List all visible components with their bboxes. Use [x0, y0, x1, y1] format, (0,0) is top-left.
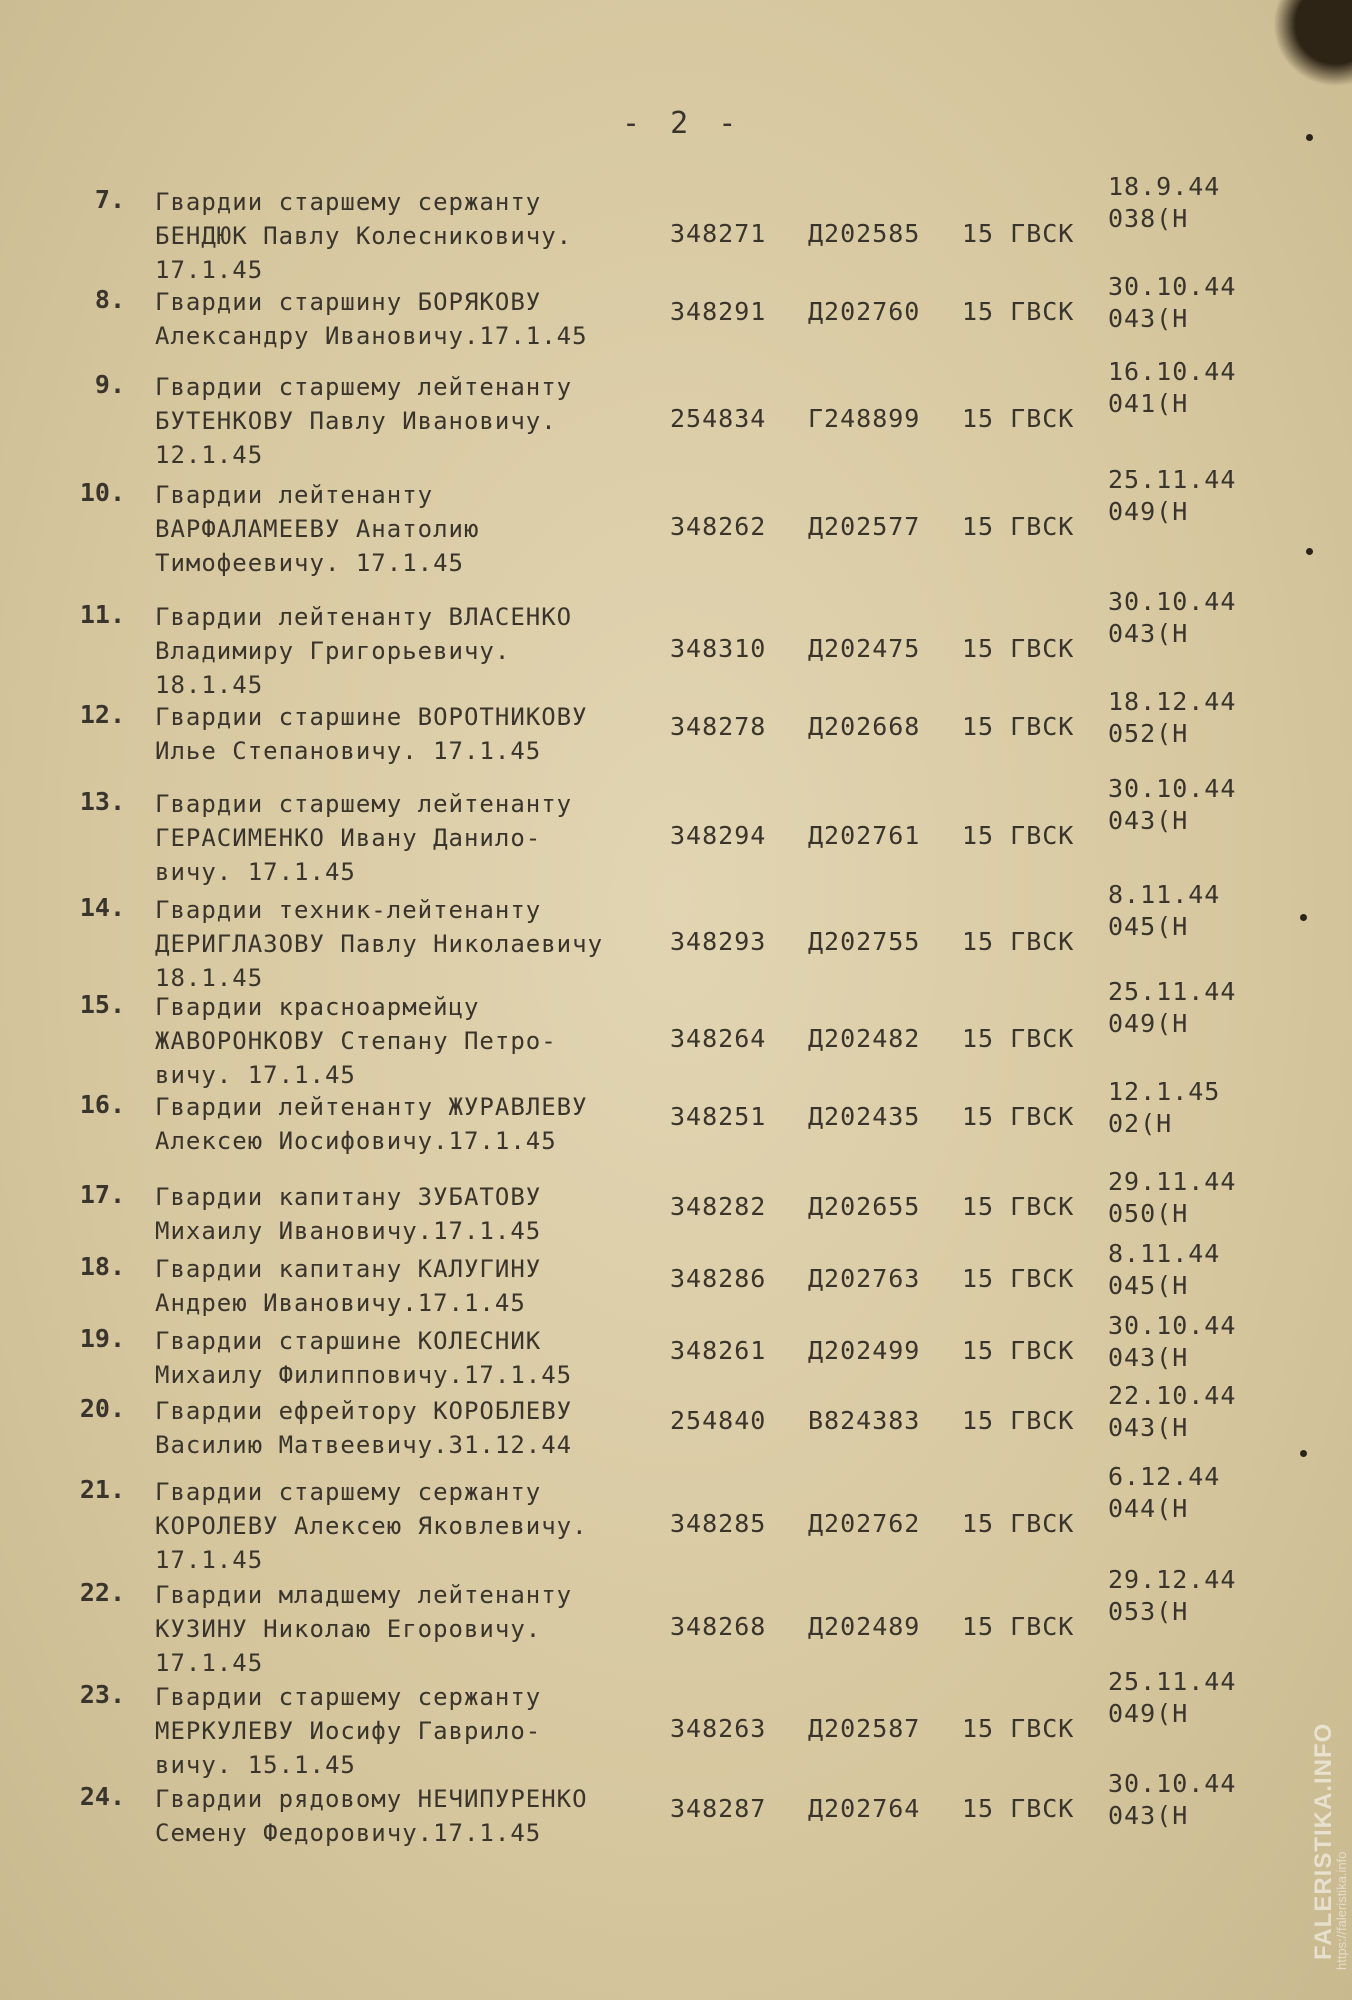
unit-name: 15 ГВСК [962, 634, 1075, 663]
hole-punch-mark [1300, 914, 1307, 921]
hole-punch-mark [1306, 134, 1313, 141]
entry-number: 23. [79, 1680, 125, 1709]
torn-corner [1242, 0, 1352, 120]
award-number: 348264 [670, 1024, 767, 1053]
page-number: - 2 - [622, 106, 743, 141]
award-number: 348261 [670, 1336, 767, 1365]
order-date: 8.11.44 045(Н [1108, 880, 1221, 941]
unit-name: 15 ГВСК [962, 1336, 1075, 1365]
award-number: 348282 [670, 1192, 767, 1221]
recipient-name: Гвардии ефрейтору КОРОБЛЕВУ Василию Матвеевичу.31.12.44 [155, 1397, 573, 1459]
award-number: 348268 [670, 1612, 767, 1641]
entry-number: 19. [79, 1324, 125, 1353]
recipient-name: Гвардии капитану КАЛУГИНУ Андрею Ивановичу.17.1.45 [155, 1255, 542, 1317]
unit-name: 15 ГВСК [962, 1794, 1075, 1823]
unit-name: 15 ГВСК [962, 927, 1075, 956]
award-number: 348286 [670, 1264, 767, 1293]
unit-name: 15 ГВСК [962, 1509, 1075, 1538]
recipient-name: Гвардии красноармейцу ЖАВОРОНКОВУ Степану Петро- вичу. 17.1.45 [155, 993, 557, 1089]
recipient-name: Гвардии старшему сержанту МЕРКУЛЕВУ Иосифу Гаврило- вичу. 15.1.45 [155, 1683, 542, 1779]
order-date: 18.12.44 052(Н [1108, 687, 1237, 748]
recipient-name: Гвардии старшему лейтенанту ГЕРАСИМЕНКО Ивану Данило- вичу. 17.1.45 [155, 790, 573, 886]
document-number: Д202499 [808, 1336, 921, 1365]
recipient-name: Гвардии старшину БОРЯКОВУ Александру Ивановичу.17.1.45 [155, 288, 588, 350]
entry-number: 8. [94, 285, 125, 314]
document-number: В824383 [808, 1406, 921, 1435]
award-number: 254840 [670, 1406, 767, 1435]
document-number: Д202668 [808, 712, 921, 741]
document-number: Д202763 [808, 1264, 921, 1293]
unit-name: 15 ГВСК [962, 512, 1075, 541]
unit-name: 15 ГВСК [962, 1024, 1075, 1053]
watermark-url: https://faleristika.info [1334, 1851, 1349, 1970]
document-number: Д202475 [808, 634, 921, 663]
order-date: 30.10.44 043(Н [1108, 774, 1237, 835]
unit-name: 15 ГВСК [962, 1406, 1075, 1435]
entry-number: 18. [79, 1252, 125, 1281]
entry-number: 7. [94, 185, 125, 214]
entry-number: 11. [79, 600, 125, 629]
order-date: 29.11.44 050(Н [1108, 1167, 1237, 1228]
recipient-name: Гвардии младшему лейтенанту КУЗИНУ Николаю Егоровичу. 17.1.45 [155, 1581, 573, 1677]
document-number: Д202764 [808, 1794, 921, 1823]
award-number: 348251 [670, 1102, 767, 1131]
recipient-name: Гвардии техник-лейтенанту ДЕРИГЛАЗОВУ Павлу Николаевичу 18.1.45 [155, 896, 604, 992]
recipient-name: Гвардии капитану ЗУБАТОВУ Михаилу Ивановичу.17.1.45 [155, 1183, 542, 1245]
recipient-name: Гвардии лейтенанту ВЛАСЕНКО Владимиру Григорьевичу. 18.1.45 [155, 603, 573, 699]
recipient-name: Гвардии старшему лейтенанту БУТЕНКОВУ Павлу Ивановичу. 12.1.45 [155, 373, 573, 469]
document-number: Г248899 [808, 404, 921, 433]
order-date: 22.10.44 043(Н [1108, 1381, 1237, 1442]
order-date: 25.11.44 049(Н [1108, 465, 1237, 526]
recipient-name: Гвардии старшине КОЛЕСНИК Михаилу Филипповичу.17.1.45 [155, 1327, 573, 1389]
hole-punch-mark [1306, 548, 1313, 555]
award-number: 348310 [670, 634, 767, 663]
hole-punch-mark [1300, 1450, 1307, 1457]
recipient-name: Гвардии старшему сержанту КОРОЛЕВУ Алексею Яковлевичу. 17.1.45 [155, 1478, 588, 1574]
document-number: Д202435 [808, 1102, 921, 1131]
order-date: 6.12.44 044(Н [1108, 1462, 1221, 1523]
entry-number: 22. [79, 1578, 125, 1607]
entry-number: 16. [79, 1090, 125, 1119]
order-date: 30.10.44 043(Н [1108, 587, 1237, 648]
document-number: Д202587 [808, 1714, 921, 1743]
entry-number: 12. [79, 700, 125, 729]
recipient-name: Гвардии рядовому НЕЧИПУРЕНКО Семену Федоровичу.17.1.45 [155, 1785, 588, 1847]
entry-number: 14. [79, 893, 125, 922]
award-number: 348291 [670, 297, 767, 326]
recipient-name: Гвардии лейтенанту ЖУРАВЛЕВУ Алексею Иосифовичу.17.1.45 [155, 1093, 588, 1155]
award-number: 348278 [670, 712, 767, 741]
order-date: 29.12.44 053(Н [1108, 1565, 1237, 1626]
unit-name: 15 ГВСК [962, 1264, 1075, 1293]
award-number: 348293 [670, 927, 767, 956]
unit-name: 15 ГВСК [962, 821, 1075, 850]
order-date: 25.11.44 049(Н [1108, 977, 1237, 1038]
award-number: 254834 [670, 404, 767, 433]
unit-name: 15 ГВСК [962, 404, 1075, 433]
award-number: 348262 [670, 512, 767, 541]
order-date: 18.9.44 038(Н [1108, 172, 1221, 233]
document-number: Д202585 [808, 219, 921, 248]
award-number: 348294 [670, 821, 767, 850]
order-date: 8.11.44 045(Н [1108, 1239, 1221, 1300]
document-number: Д202762 [808, 1509, 921, 1538]
order-date: 16.10.44 041(Н [1108, 357, 1237, 418]
entry-number: 10. [79, 478, 125, 507]
recipient-name: Гвардии лейтенанту ВАРФАЛАМЕЕВУ Анатолию Тимофеевичу. 17.1.45 [155, 481, 480, 577]
entry-number: 20. [79, 1394, 125, 1423]
document-number: Д202760 [808, 297, 921, 326]
unit-name: 15 ГВСК [962, 297, 1075, 326]
entry-number: 15. [79, 990, 125, 1019]
entry-number: 17. [79, 1180, 125, 1209]
unit-name: 15 ГВСК [962, 712, 1075, 741]
entry-number: 13. [79, 787, 125, 816]
document-number: Д202761 [808, 821, 921, 850]
entry-number: 9. [94, 370, 125, 399]
unit-name: 15 ГВСК [962, 1714, 1075, 1743]
unit-name: 15 ГВСК [962, 219, 1075, 248]
unit-name: 15 ГВСК [962, 1192, 1075, 1221]
recipient-name: Гвардии старшему сержанту БЕНДЮК Павлу Колесниковичу. 17.1.45 [155, 188, 573, 284]
recipient-name: Гвардии старшине ВОРОТНИКОВУ Илье Степановичу. 17.1.45 [155, 703, 588, 765]
order-date: 12.1.45 02(Н [1108, 1077, 1221, 1138]
document-number: Д202755 [808, 927, 921, 956]
award-number: 348263 [670, 1714, 767, 1743]
order-date: 30.10.44 043(Н [1108, 1311, 1237, 1372]
document-number: Д202482 [808, 1024, 921, 1053]
document-number: Д202489 [808, 1612, 921, 1641]
watermark-brand: FALERISTIKA.INFO [1310, 1722, 1337, 1960]
order-date: 30.10.44 043(Н [1108, 272, 1237, 333]
entry-number: 21. [79, 1475, 125, 1504]
award-number: 348271 [670, 219, 767, 248]
unit-name: 15 ГВСК [962, 1612, 1075, 1641]
entry-number: 24. [79, 1782, 125, 1811]
award-number: 348285 [670, 1509, 767, 1538]
document-number: Д202577 [808, 512, 921, 541]
award-number: 348287 [670, 1794, 767, 1823]
document-number: Д202655 [808, 1192, 921, 1221]
order-date: 30.10.44 043(Н [1108, 1769, 1237, 1830]
order-date: 25.11.44 049(Н [1108, 1667, 1237, 1728]
unit-name: 15 ГВСК [962, 1102, 1075, 1131]
